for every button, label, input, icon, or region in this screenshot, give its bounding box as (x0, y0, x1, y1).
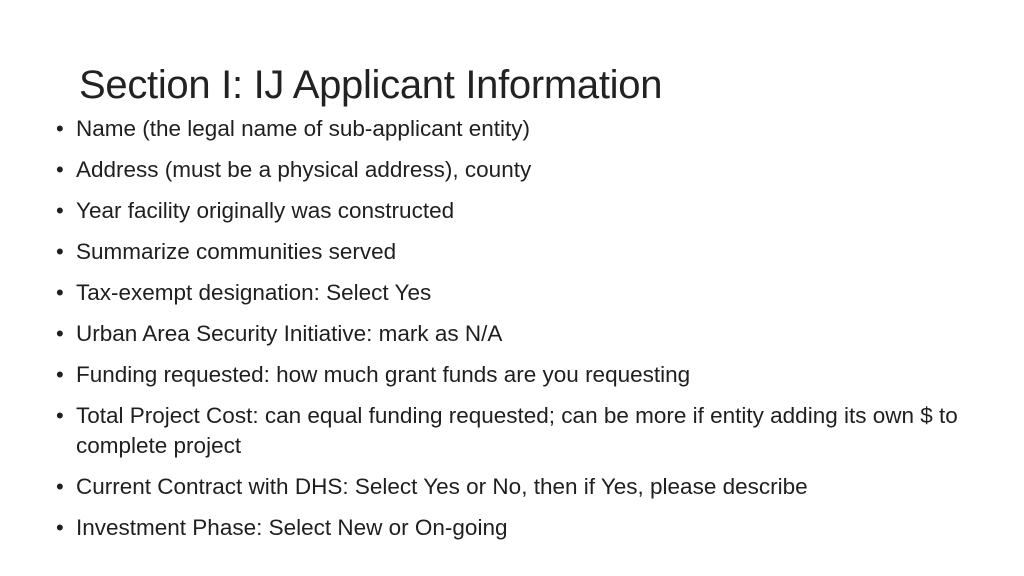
bullet-dot-icon: • (56, 116, 64, 141)
bullet-item-current-contract (56, 472, 966, 502)
bullet-text: Urban Area Security Initiative: mark as N/A (76, 321, 503, 346)
slide-title: Section I: IJ Applicant Information (79, 63, 663, 107)
bullet-item-uasi (56, 319, 966, 349)
bullet-item-year-constructed (56, 196, 966, 226)
bullet-item-address (56, 155, 966, 185)
bullet-list (56, 114, 966, 554)
bullet-text: Total Project Cost: can equal funding requested; can be more if entity adding its own $ to complete project (76, 403, 958, 458)
bullet-text: Name (the legal name of sub-applicant entity) (76, 116, 530, 141)
bullet-text: Funding requested: how much grant funds are you requesting (76, 362, 691, 387)
bullet-text: Address (must be a physical address), county (76, 157, 532, 182)
bullet-dot-icon: • (56, 474, 64, 499)
bullet-item-tax-exempt (56, 278, 966, 308)
bullet-dot-icon: • (56, 515, 64, 540)
bullet-dot-icon: • (56, 157, 64, 182)
bullet-dot-icon: • (56, 198, 64, 223)
bullet-dot-icon: • (56, 403, 64, 428)
bullet-dot-icon: • (56, 239, 64, 264)
bullet-item-communities (56, 237, 966, 267)
bullet-text: Year facility originally was constructed (76, 198, 455, 223)
bullet-text: Summarize communities served (76, 239, 397, 264)
bullet-dot-icon: • (56, 362, 64, 387)
bullet-item-investment-phase (56, 513, 966, 543)
bullet-dot-icon: • (56, 321, 64, 346)
bullet-item-total-project-cost (56, 401, 966, 461)
bullet-dot-icon: • (56, 280, 64, 305)
bullet-text: Investment Phase: Select New or On-going (76, 515, 508, 540)
bullet-item-name (56, 114, 966, 144)
bullet-text: Tax-exempt designation: Select Yes (76, 280, 432, 305)
bullet-item-funding-requested (56, 360, 966, 390)
bullet-text: Current Contract with DHS: Select Yes or No, then if Yes, please describe (76, 474, 808, 499)
